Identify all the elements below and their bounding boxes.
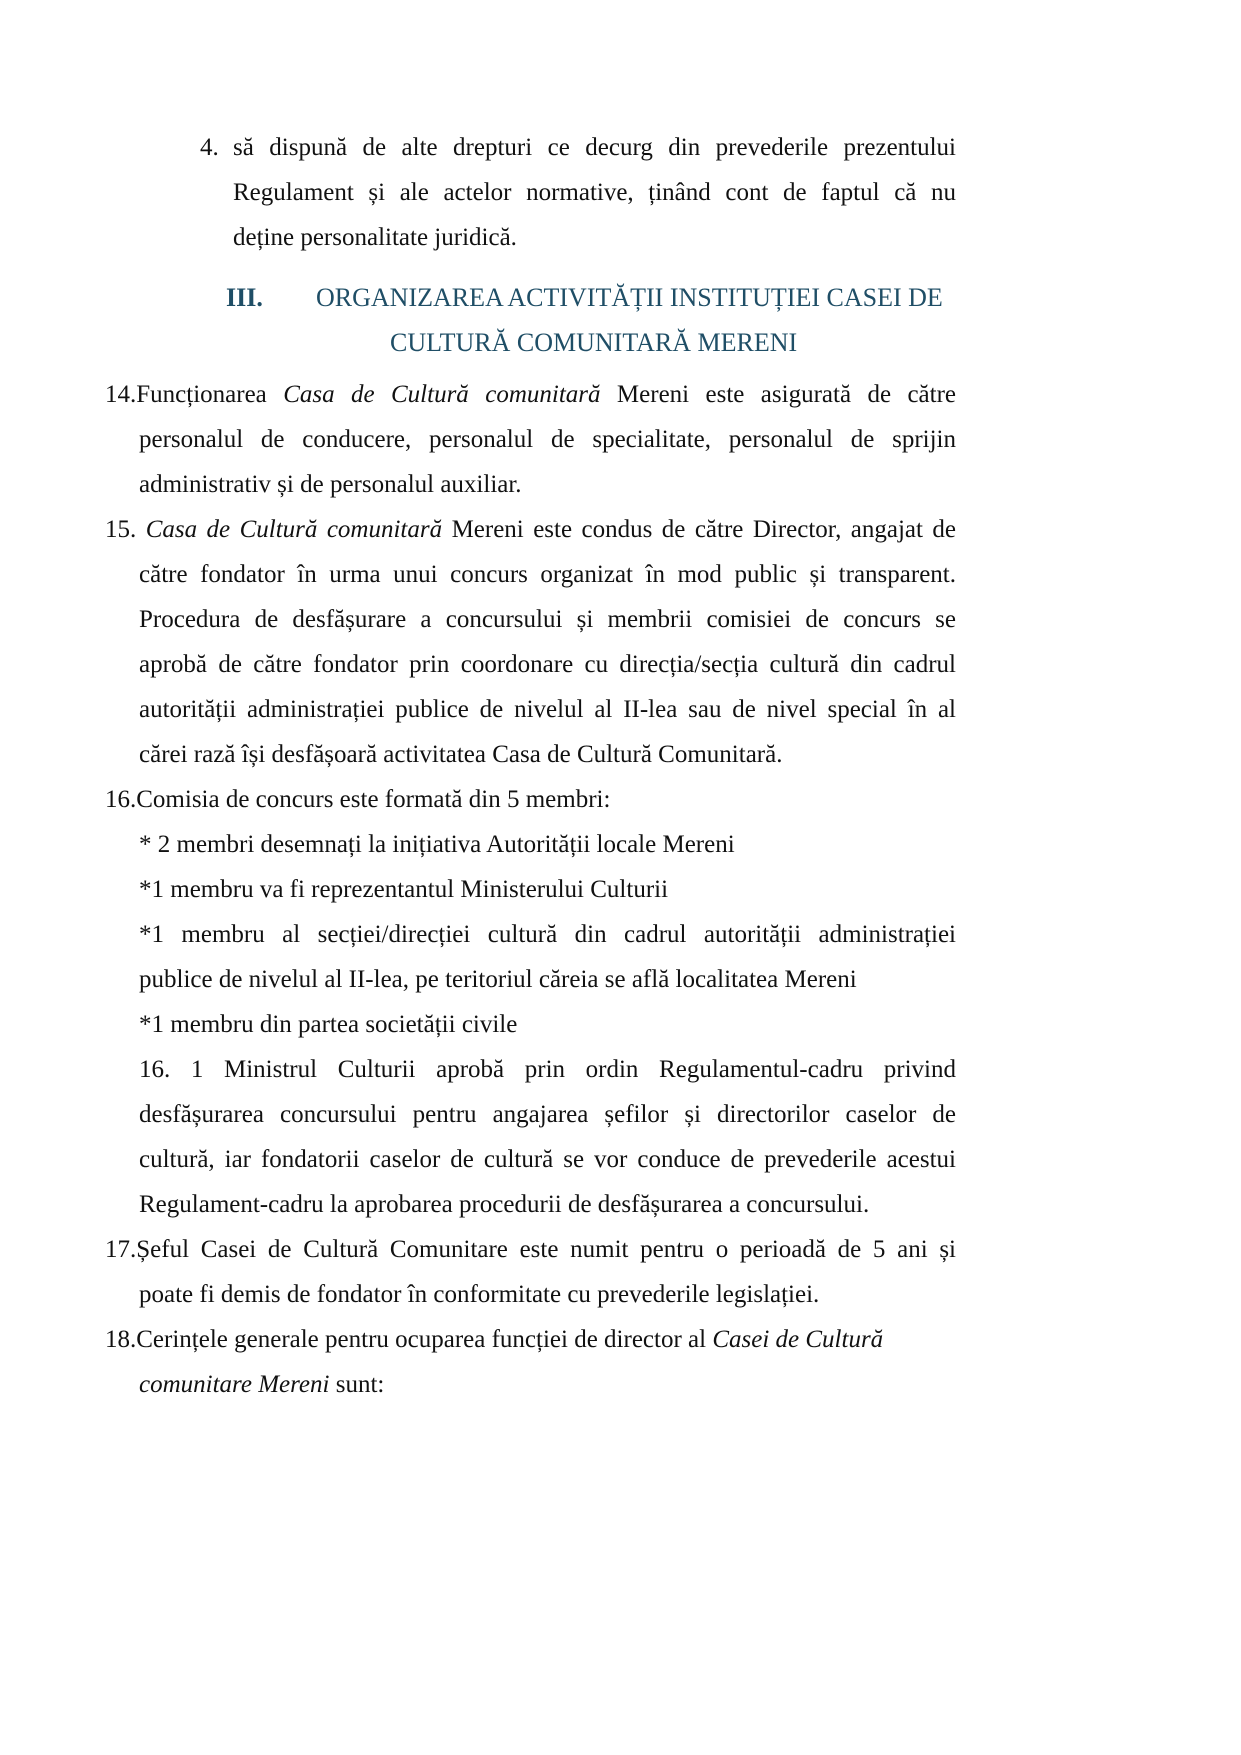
paragraph-number: 15. bbox=[105, 516, 137, 543]
text: Mereni este condus de către Director, angajat de bbox=[451, 516, 957, 543]
paragraph-number: 18. bbox=[105, 1326, 137, 1353]
subparagraph-16-1-line-2: desfășurarea concursului pentru angajarea șefilor și directorilor caselor de bbox=[139, 1101, 956, 1128]
committee-member-1: * 2 membri desemnați la inițiativa Autorității locale Mereni bbox=[139, 831, 735, 858]
section-number bbox=[226, 283, 263, 313]
item4-line-3: deține personalitate juridică. bbox=[233, 224, 517, 251]
paragraph-17-line-2: poate fi demis de fondator în conformitate cu prevederile legislației. bbox=[139, 1281, 820, 1308]
italic-text: comunitare Mereni bbox=[139, 1371, 330, 1398]
paragraph-15-line-1 bbox=[105, 515, 956, 545]
item4-line-1: să dispună de alte drepturi ce decurg din prevederile prezentului bbox=[233, 134, 956, 161]
list-number: 4. bbox=[200, 134, 219, 161]
text: sunt: bbox=[335, 1371, 385, 1398]
text: Funcționarea bbox=[136, 381, 267, 408]
text: Șeful Casei de Cultură Comunitare este numit pentru o perioadă de 5 ani și bbox=[136, 1236, 956, 1263]
text: Cerințele generale pentru ocuparea funcției de director al bbox=[136, 1326, 707, 1353]
paragraph-14-line-2: personalul de conducere, personalul de specialitate, personalul de sprijin bbox=[139, 426, 956, 453]
paragraph-15-line-4: aprobă de către fondator prin coordonare cu direcția/secția cultură din cadrul bbox=[139, 651, 956, 678]
subparagraph-16-1-line-3: cultură, iar fondatorii caselor de cultură se vor conduce de prevederile acestui bbox=[139, 1146, 956, 1173]
italic-text: Casa de Cultură comunitară bbox=[283, 381, 601, 408]
paragraph-15-line-2: către fondator în urma unui concurs organizat în mod public și transparent. bbox=[139, 561, 956, 588]
section-title-line-1: ORGANIZAREA ACTIVITĂȚII INSTITUȚIEI CASEI DE bbox=[316, 283, 943, 312]
paragraph-14-line-1 bbox=[105, 380, 956, 410]
committee-member-3: *1 membru al secției/direcției cultură din cadrul autorității administrației bbox=[139, 921, 956, 948]
subparagraph-16-1-line-1: 16. 1 Ministrul Culturii aprobă prin ordin Regulamentul-cadru privind bbox=[139, 1056, 956, 1083]
paragraph-18-line-2 bbox=[139, 1370, 384, 1400]
paragraph-15-line-6: cărei rază își desfășoară activitatea Casa de Cultură Comunitară. bbox=[139, 741, 783, 768]
text: Mereni este asigurată de către bbox=[616, 381, 957, 408]
text: Comisia de concurs este formată din 5 membri: bbox=[136, 786, 611, 813]
paragraph-number: 14. bbox=[105, 381, 137, 408]
item4-line-2: Regulament și ale actelor normative, ținând cont de faptul că nu bbox=[233, 179, 956, 206]
committee-member-2: *1 membru va fi reprezentantul Ministerului Culturii bbox=[139, 876, 669, 903]
paragraph-number: 17. bbox=[105, 1236, 137, 1263]
subparagraph-16-1-line-4: Regulament-cadru la aprobarea procedurii de desfășurarea a concursului. bbox=[139, 1191, 870, 1218]
section-title-line-2: CULTURĂ COMUNITARĂ MERENI bbox=[390, 328, 798, 357]
committee-member-3-cont: publice de nivelul al II-lea, pe teritoriul căreia se află localitatea Mereni bbox=[139, 966, 857, 993]
paragraph-18-line-1 bbox=[105, 1325, 883, 1355]
committee-member-4: *1 membru din partea societății civile bbox=[139, 1011, 518, 1038]
paragraph-14-line-3: administrativ și de personalul auxiliar. bbox=[139, 471, 522, 498]
paragraph-15-line-5: autorității administrației publice de nivelul al II-lea sau de nivel special în al bbox=[139, 696, 956, 723]
italic-text: Casei de Cultură bbox=[712, 1326, 884, 1353]
italic-text: Casa de Cultură comunitară bbox=[145, 516, 443, 543]
section-number-text: III. bbox=[226, 283, 263, 312]
paragraph-number: 16. bbox=[105, 786, 137, 813]
paragraph-16-line-1 bbox=[105, 785, 610, 815]
paragraph-17-line-1 bbox=[105, 1235, 956, 1265]
paragraph-15-line-3: Procedura de desfășurare a concursului și membrii comisiei de concurs se bbox=[139, 606, 956, 633]
